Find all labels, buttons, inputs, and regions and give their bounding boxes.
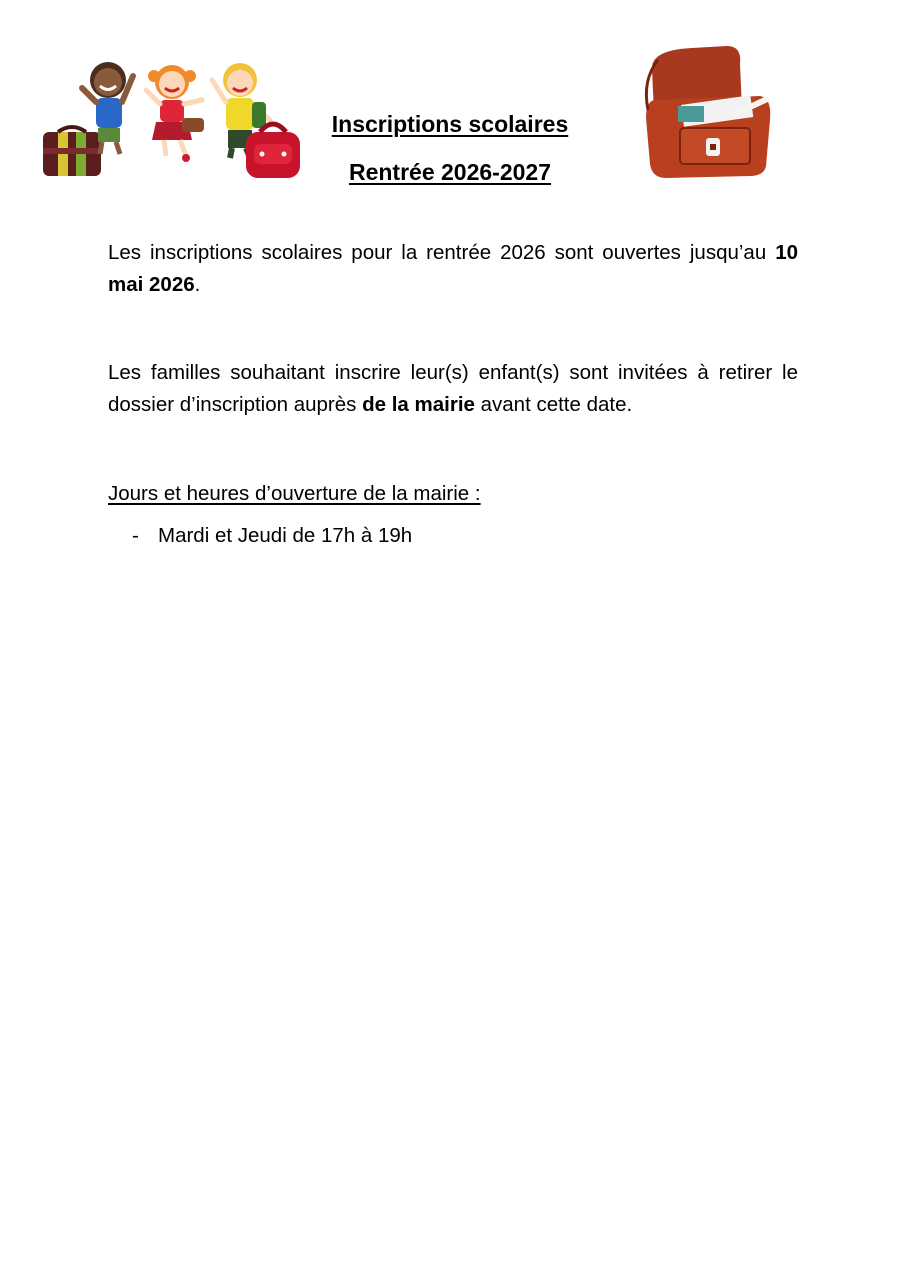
paragraph-registration-deadline	[108, 237, 798, 301]
paragraph-text-end: avant cette date.	[474, 393, 633, 416]
list-item	[108, 520, 412, 552]
mairie-emphasis: de la mairie	[362, 393, 475, 416]
page-subtitle: Rentrée 2026-2027	[348, 159, 552, 185]
page-title: Inscriptions scolaires	[331, 111, 569, 137]
paragraph-text-end: .	[194, 273, 201, 296]
paragraph-text: Les familles souhaitant inscrire leur(s) enfant(s) sont invitées à retirer le dossier d’inscription auprès	[108, 361, 798, 416]
opening-hours-list	[108, 520, 412, 552]
deadline-date: 10 mai 2026	[108, 241, 798, 296]
opening-hours-heading: Jours et heures d’ouverture de la mairie :	[108, 482, 481, 505]
paragraph-text: Les inscriptions scolaires pour la rentrée 2026 sont ouvertes jusqu’au	[108, 241, 776, 264]
list-item-text: Mardi et Jeudi de 17h à 19h	[158, 524, 413, 547]
list-bullet: -	[132, 524, 139, 547]
paragraph-registration-instructions	[108, 357, 798, 421]
